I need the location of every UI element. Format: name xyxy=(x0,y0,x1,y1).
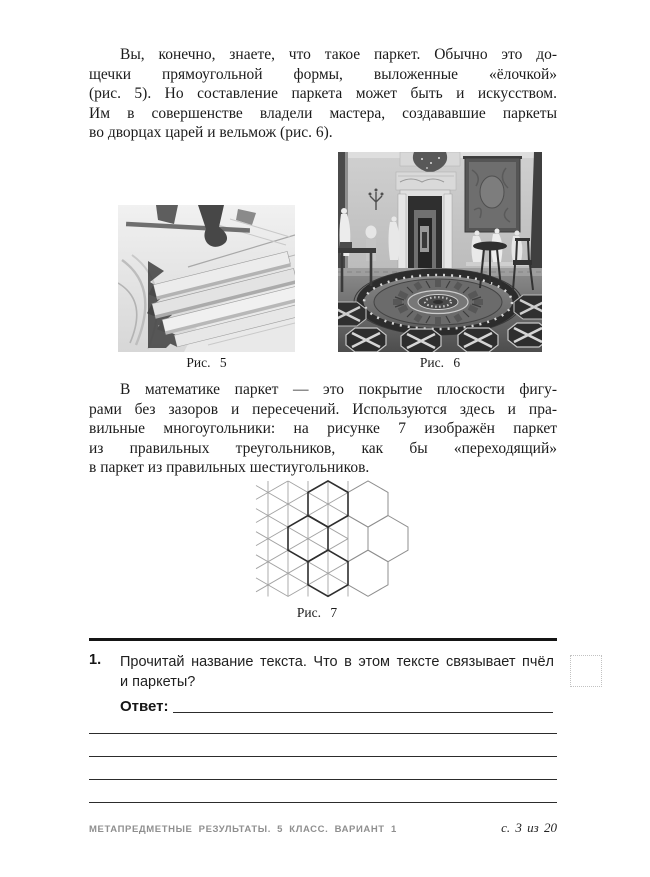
task-bottom-rule xyxy=(89,733,557,734)
question-line: Прочитай название текста. Что в этом тексте связывает пчёл xyxy=(120,654,554,670)
intro-line: во дворцах царей и вельмож (рис. 6). xyxy=(89,124,333,141)
intro-line: (рис. 5). Но составление паркета может быть и искусством. xyxy=(89,85,557,102)
footer-page-number: с. 3 из 20 xyxy=(501,820,557,835)
intro-line: щечки прямоугольной формы, выложенные «ёлочкой» xyxy=(89,65,557,83)
answer-write-line xyxy=(89,756,557,757)
parquet-planks-illustration xyxy=(118,205,295,352)
task-question xyxy=(120,652,554,692)
footer-series-title: МЕТАПРЕДМЕТНЫЕ РЕЗУЛЬТАТЫ. 5 КЛАСС. ВАРИАНТ 1 xyxy=(89,824,397,835)
figure6-caption: Рис. 6 xyxy=(419,355,461,370)
math-paragraph xyxy=(89,380,557,478)
math-line: рами без зазоров и пересечений. Используются здесь и пра- xyxy=(89,400,557,418)
answer-label: Ответ: xyxy=(120,698,169,715)
intro-line: Им в совершенстве владели мастера, создававшие паркеты xyxy=(89,104,557,122)
question-line: и паркеты? xyxy=(120,674,196,690)
palace-hall-illustration xyxy=(338,152,542,352)
task-number: 1. xyxy=(89,652,102,668)
math-line: вильные многоугольники: на рисунке 7 изображён паркет xyxy=(89,420,557,437)
figure5-caption: Рис. 5 xyxy=(186,355,227,370)
task-top-rule xyxy=(89,638,557,641)
intro-paragraph xyxy=(89,45,557,143)
figure6-photo-palace-hall xyxy=(338,152,542,352)
answer-write-line xyxy=(89,779,557,780)
answer-write-line xyxy=(89,802,557,803)
figure7-caption: Рис. 7 xyxy=(296,605,338,620)
answer-write-line xyxy=(173,698,553,713)
figure5-photo-parquet-planks xyxy=(118,205,295,352)
margin-score-box xyxy=(570,655,602,687)
triangle-hexagon-tiling xyxy=(254,479,410,598)
intro-line: Вы, конечно, знаете, что такое паркет. Обычно это до- xyxy=(120,46,557,63)
math-line: из правильных треугольников, как бы «переходящий» xyxy=(89,439,557,457)
math-line: В математике паркет — это покрытие плоскости фигу- xyxy=(120,381,557,398)
page-footer xyxy=(89,820,557,836)
figure7-parquet-diagram xyxy=(254,479,410,598)
math-line: в паркет из правильных шестиугольников. xyxy=(89,459,370,476)
